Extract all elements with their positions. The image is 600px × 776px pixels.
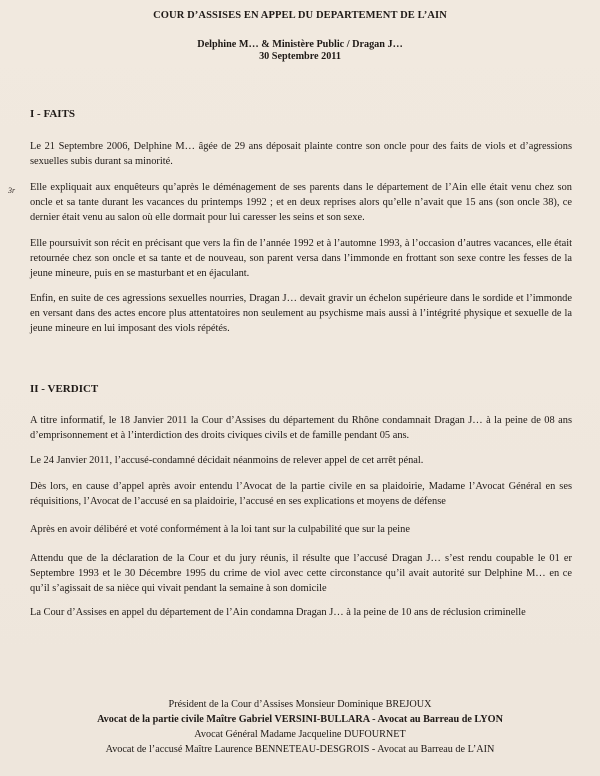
- footer-avocat-general: Avocat Général Madame Jacqueline DUFOURNET: [194, 729, 406, 740]
- court-title: COUR D’ASSISES EN APPEL DU DEPARTEMENT DE L’AIN: [153, 10, 447, 21]
- faits-paragraph-4: Enfin, en suite de ces agressions sexuelles nourries, Dragan J… devait gravir un échelon supérieure dans le sordide et l’immonde en versant dans des actes encore plus attentatoires non seulement au psychisme mais aussi à l’intégrité physique et sexuelle de la jeune mineure en lui imposant des viols répétés.: [30, 293, 572, 334]
- verdict-paragraph-5: Attendu que de la déclaration de la Cour et du jury réunis, il résulte que l’accusé Dragan J… s’est rendu coupable le 01 er Septembre 1993 et le 30 Décembre 1995 du crime de viol avec cette circonstance qu’il avait autorité sur Delphine M… en ce qu’il s’agissait de sa nièce qui vivait pendant la semaine à son domicile: [30, 553, 572, 594]
- verdict-paragraph-3: Dès lors, en cause d’appel après avoir entendu l’Avocat de la partie civile en sa plaidoirie, Madame l’Avocat Général en ses réquisitions, l’Avocat de l’accusé en sa plaidoirie, l’accusé en ses explications et moyens de défense: [30, 481, 572, 507]
- faits-paragraph-3: Elle poursuivit son récit en précisant que vers la fin de l’année 1992 et à l’automne 1993, à l’occasion d’autres vacances, elle était retournée chez son oncle et sa tante et de nouveau, son parent versa dans l’immonde en frottant son sexe contre les fesses de la jeune mineure, puis en se masturbant et en éjaculant.: [30, 238, 572, 279]
- case-date: 30 Septembre 2011: [259, 51, 341, 62]
- faits-paragraph-2: Elle expliquait aux enquêteurs qu’après le déménagement de ses parents dans le département de l’Ain elle était venu chez son oncle et sa tante durant les vacances du printemps 1992 ; et en deux reprises alors qu’elle n’avait que 15 ans (son oncle 38), ce dernier était venu au salon où elle dormait pour lui caresser les seins et son sexe.: [30, 182, 572, 223]
- verdict-paragraph-6: La Cour d’Assises en appel du département de l’Ain condamna Dragan J… à la peine de 10 ans de réclusion criminelle: [30, 607, 526, 618]
- case-parties: Delphine M… & Ministère Public / Dragan J…: [197, 39, 403, 50]
- section-title-faits: I - FAITS: [30, 108, 76, 120]
- verdict-paragraph-4: Après en avoir délibéré et voté conformément à la loi tant sur la culpabilité que sur la peine: [30, 524, 410, 535]
- footer-partie-civile: Avocat de la partie civile Maître Gabriel VERSINI-BULLARA - Avocat au Barreau de LYON: [97, 714, 503, 725]
- faits-paragraph-1: Le 21 Septembre 2006, Delphine M… âgée de 29 ans déposait plainte contre son oncle pour des faits de viols et d’agressions sexuelles subis durant sa minorité.: [30, 141, 572, 167]
- document-footer: [0, 697, 600, 757]
- handwritten-margin-note: 3r: [8, 186, 16, 195]
- section-title-verdict: II - VERDICT: [30, 383, 99, 395]
- verdict-paragraph-2: Le 24 Janvier 2011, l’accusé-condamné décidait néanmoins de relever appel de cet arrêt pénal.: [30, 455, 424, 466]
- document-header: [0, 10, 600, 62]
- verdict-paragraph-1: A titre informatif, le 18 Janvier 2011 la Cour d’Assises du département du Rhône condamnait Dragan J… à la peine de 08 ans d’emprisonnement et à l’interdiction des droits civiques civils et de famille pendant 05 ans.: [30, 415, 572, 441]
- footer-avocat-accuse: Avocat de l’accusé Maître Laurence BENNETEAU-DESGROIS - Avocat au Barreau de L’AIN: [105, 744, 495, 755]
- footer-president: Président de la Cour d’Assises Monsieur Dominique BREJOUX: [168, 699, 432, 710]
